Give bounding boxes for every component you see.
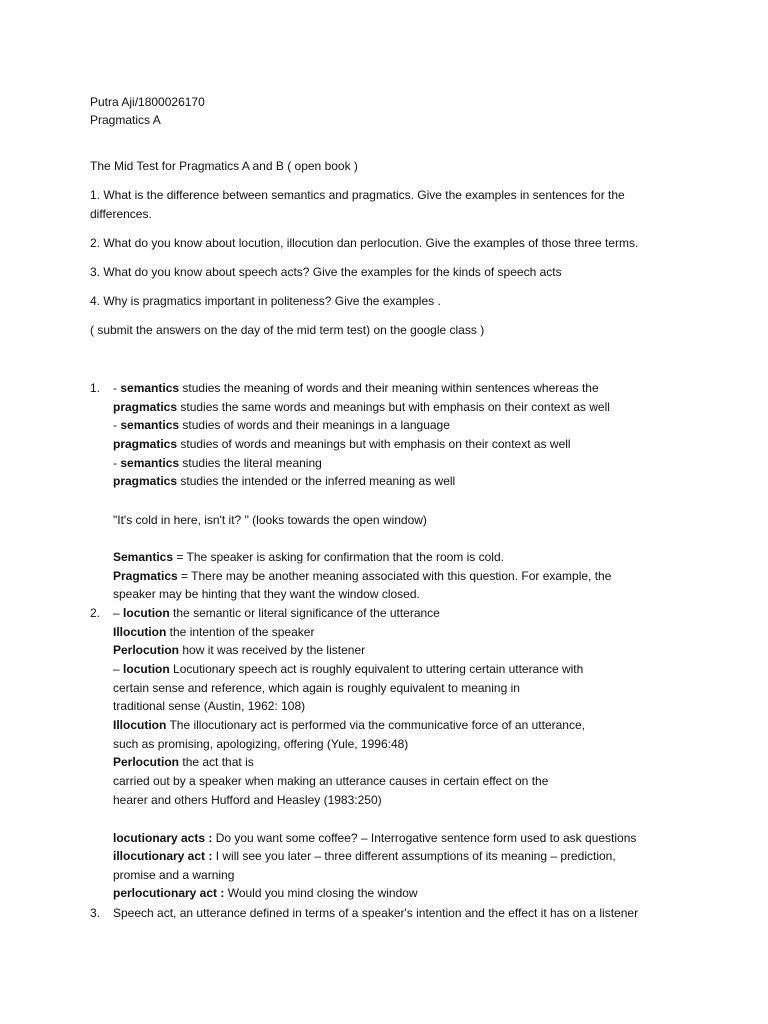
answer-1-line-4: pragmatics studies of words and meanings but with emphasis on their context as well (113, 437, 571, 451)
question-4: 4. Why is pragmatics important in politeness? Give the examples . (90, 294, 441, 308)
answer-2-line-6: traditional sense (Austin, 1962: 108) (113, 699, 306, 713)
answer-2-line-8: such as promising, apologizing, offering (Yule, 1996:48) (113, 737, 409, 751)
answer-2-line-5: certain sense and reference, which again is roughly equivalent to meaning in (113, 681, 520, 695)
answer-2-line-4: – locution Locutionary speech act is roughly equivalent to uttering certain utterance with (113, 662, 584, 676)
answer-2-line-9: Perlocution the act that is (113, 755, 254, 769)
question-2: 2. What do you know about locution, illocution dan perlocution. Give the examples of those three terms. (90, 236, 639, 250)
submit-note: ( submit the answers on the day of the mid term test) on the google class ) (90, 323, 485, 337)
answer-2-line-10: carried out by a speaker when making an utterance causes in certain effect on the (113, 774, 549, 788)
question-1-line-2: differences. (90, 207, 152, 221)
test-title: The Mid Test for Pragmatics A and B ( open book ) (90, 159, 358, 173)
answer-2-line-3: Perlocution how it was received by the listener (113, 643, 366, 657)
answer-1-line-6: pragmatics studies the intended or the inferred meaning as well (113, 474, 456, 488)
question-1-line-1: 1. What is the difference between semantics and pragmatics. Give the examples in sentences for the (90, 188, 625, 202)
answer-1-pragmatics-example: Pragmatics = There may be another meaning associated with this question. For example, the (113, 569, 612, 583)
locutionary-example: locutionary acts : Do you want some coffee? – Interrogative sentence form used to ask questions (113, 831, 637, 845)
answer-1-line-5: - semantics studies the literal meaning (113, 456, 322, 470)
illocutionary-example: illocutionary act : I will see you later – three different assumptions of its meaning – prediction, (113, 849, 616, 863)
answer-1-pragmatics-example-2: speaker may be hinting that they want the window closed. (113, 587, 420, 601)
question-3: 3. What do you know about speech acts? Give the examples for the kinds of speech acts (90, 265, 562, 279)
illocutionary-example-2: promise and a warning (113, 868, 235, 882)
answer-3-line-1: Speech act, an utterance defined in terms of a speaker's intention and the effect it has on a listener (113, 906, 639, 920)
answer-1-line-2: pragmatics studies the same words and meanings but with emphasis on their context as well (113, 400, 610, 414)
answer-1-line-3: - semantics studies of words and their meanings in a language (113, 418, 450, 432)
answer-1-number: 1. (90, 381, 101, 395)
answer-1-line-1: - semantics studies the meaning of words and their meaning within sentences whereas the (113, 381, 599, 395)
answer-2-line-2: Illocution the intention of the speaker (113, 625, 315, 639)
answer-1-semantics-example: Semantics = The speaker is asking for confirmation that the room is cold. (113, 550, 504, 564)
answer-2-number: 2. (90, 606, 101, 620)
author-line: Putra Aji/1800026170 (90, 95, 205, 109)
answer-2-line-11: hearer and others Hufford and Heasley (1983:250) (113, 793, 382, 807)
course-line: Pragmatics A (90, 113, 161, 127)
answer-2-line-7: Illocution The illocutionary act is performed via the communicative force of an utterance, (113, 718, 585, 732)
answer-2-line-1: – locution the semantic or literal significance of the utterance (113, 606, 440, 620)
answer-3-number: 3. (90, 906, 101, 920)
answer-1-example-quote: "It's cold in here, isn't it? " (looks towards the open window) (113, 513, 427, 527)
perlocutionary-example: perlocutionary act : Would you mind closing the window (113, 886, 418, 900)
